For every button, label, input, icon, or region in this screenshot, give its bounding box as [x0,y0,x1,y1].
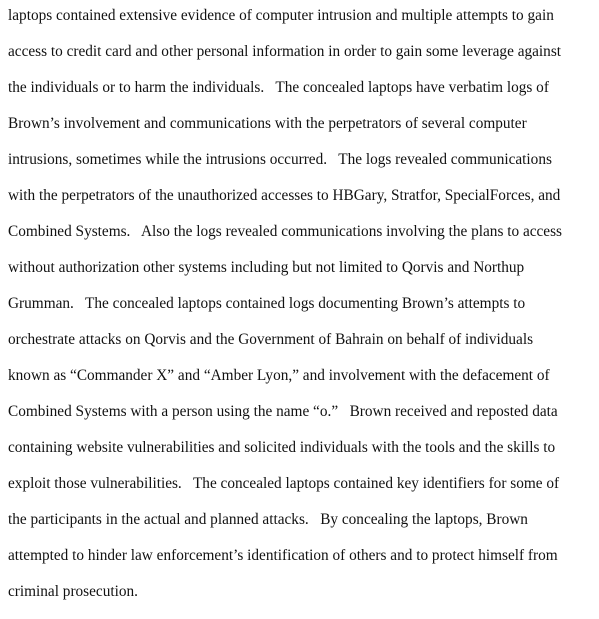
text-line: intrusions, sometimes while the intrusions occurred. The logs revealed communications [8,151,552,168]
text-line: access to credit card and other personal information in order to gain some leverage against [8,43,562,60]
text-line: Combined Systems. Also the logs revealed communications involving the plans to access [8,223,563,240]
text-line: laptops contained extensive evidence of computer intrusion and multiple attempts to gain [8,7,554,24]
text-line: attempted to hinder law enforcement’s identification of others and to protect himself from [8,547,558,564]
text-line: exploit those vulnerabilities. The concealed laptops contained key identifiers for some of [8,475,560,492]
text-line: criminal prosecution. [8,583,138,600]
text-line: with the perpetrators of the unauthorized accesses to HBGary, Stratfor, SpecialForces, and [8,187,561,204]
text-line: orchestrate attacks on Qorvis and the Government of Bahrain on behalf of individuals [8,331,534,348]
text-line: the participants in the actual and planned attacks. By concealing the laptops, Brown [8,511,528,528]
text-line: known as “Commander X” and “Amber Lyon,” and involvement with the defacement of [8,367,550,384]
text-line: without authorization other systems including but not limited to Qorvis and Northup [8,259,525,276]
text-line: Brown’s involvement and communications with the perpetrators of several computer [8,115,527,132]
text-line: Combined Systems with a person using the name “o.” Brown received and reposted data [8,403,558,420]
text-line: containing website vulnerabilities and solicited individuals with the tools and the skills to [8,439,556,456]
text-line: Grumman. The concealed laptops contained logs documenting Brown’s attempts to [8,295,526,312]
text-line: the individuals or to harm the individuals. The concealed laptops have verbatim logs of [8,79,549,96]
